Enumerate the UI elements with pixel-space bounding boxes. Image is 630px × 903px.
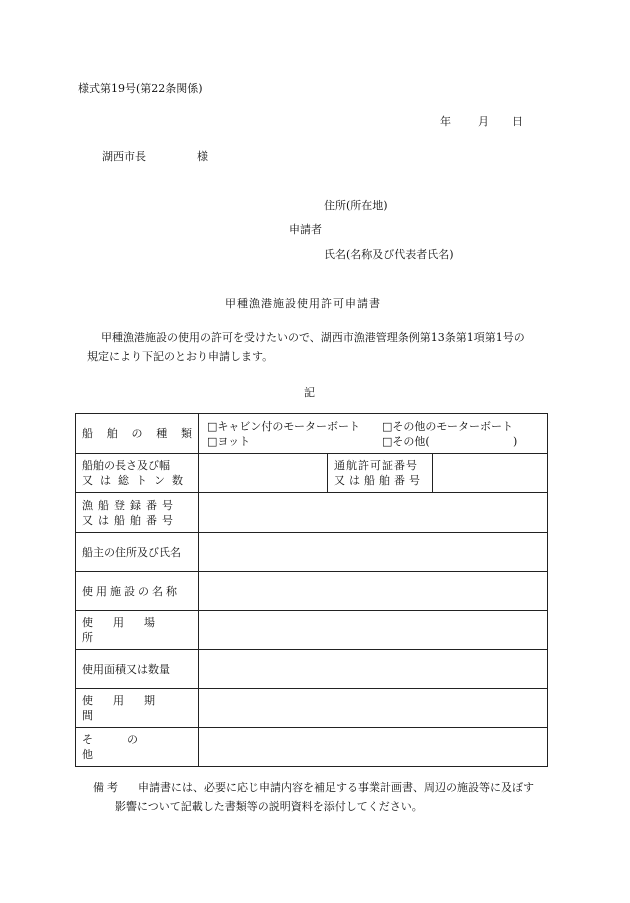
permit-label	[328, 454, 433, 493]
checkbox-cabin-motorboat[interactable]: □キャビン付のモーターボート	[207, 419, 360, 433]
area-value[interactable]	[199, 650, 548, 689]
checkbox-other-motorboat[interactable]: □その他のモーターボート	[382, 419, 513, 433]
length-label-line2: 又は総トン数	[82, 474, 190, 487]
date-day-label: 日	[512, 115, 523, 128]
application-table	[75, 413, 548, 767]
date-month-label: 月	[478, 115, 489, 128]
owner-value[interactable]	[199, 533, 548, 572]
remarks-line-1: 申請書には、必要に応じ申請内容を補足する事業計画書、周辺の施設等に及ぼす	[138, 781, 534, 794]
intro-line-2: 規定により下記のとおり申請します。	[87, 350, 274, 363]
period-label: 使用期間	[76, 689, 199, 728]
length-label	[76, 454, 199, 493]
length-value[interactable]	[199, 454, 328, 493]
facility-name-label: 使用施設の名称	[76, 572, 199, 611]
row-area	[76, 650, 548, 689]
row-other	[76, 728, 548, 767]
checkbox-other-close: )	[513, 434, 518, 448]
intro-line-1: 甲種漁港施設の使用の許可を受けたいので、湖西市漁港管理条例第13条第1項第1号の	[101, 331, 525, 344]
row-period	[76, 689, 548, 728]
permit-label-line1: 通航許可証番号	[334, 459, 418, 472]
fishing-reg-label-line1: 漁船登録番号	[82, 498, 178, 512]
row-fishing-reg	[76, 493, 548, 533]
row-facility-name	[76, 572, 548, 611]
length-label-line1: 船舶の長さ及び幅	[82, 459, 170, 472]
name-label: 氏名(名称及び代表者氏名)	[324, 248, 454, 261]
remarks-line-2: 影響について記載した書類等の説明資料を添付してください。	[115, 800, 423, 813]
honorific: 様	[197, 150, 208, 163]
page-title: 甲種漁港施設使用許可申請書	[225, 297, 381, 310]
addressee: 湖西市長	[102, 150, 146, 163]
row-length	[76, 454, 548, 493]
form-number: 様式第19号(第22条関係)	[78, 82, 203, 95]
row-vessel-type	[76, 414, 548, 454]
remarks-label: 備考	[93, 781, 121, 794]
fishing-reg-label-line2: 又は船舶番号	[82, 513, 178, 527]
owner-label: 船主の住所及び氏名	[76, 533, 199, 572]
permit-value[interactable]	[433, 454, 548, 493]
facility-name-value[interactable]	[199, 572, 548, 611]
period-value[interactable]	[199, 689, 548, 728]
location-value[interactable]	[199, 611, 548, 650]
fishing-reg-value[interactable]	[199, 493, 548, 533]
fishing-reg-label	[76, 493, 199, 533]
date-year-label: 年	[440, 115, 451, 128]
permit-label-line2: 又は船舶番号	[334, 474, 424, 487]
remarks	[93, 778, 553, 816]
checkbox-yacht[interactable]: □ヨット	[207, 434, 251, 448]
checkbox-other[interactable]: □その他(	[382, 434, 430, 448]
row-location	[76, 611, 548, 650]
ki-heading: 記	[304, 386, 315, 399]
row-owner	[76, 533, 548, 572]
other-label: その他	[76, 728, 199, 767]
area-label: 使用面積又は数量	[76, 650, 199, 689]
address-label: 住所(所在地)	[324, 199, 388, 212]
vessel-type-options	[199, 414, 548, 454]
other-value[interactable]	[199, 728, 548, 767]
applicant-label: 申請者	[289, 223, 322, 236]
location-label: 使用場所	[76, 611, 199, 650]
vessel-type-label: 船 舶 の 種 類	[76, 414, 199, 454]
